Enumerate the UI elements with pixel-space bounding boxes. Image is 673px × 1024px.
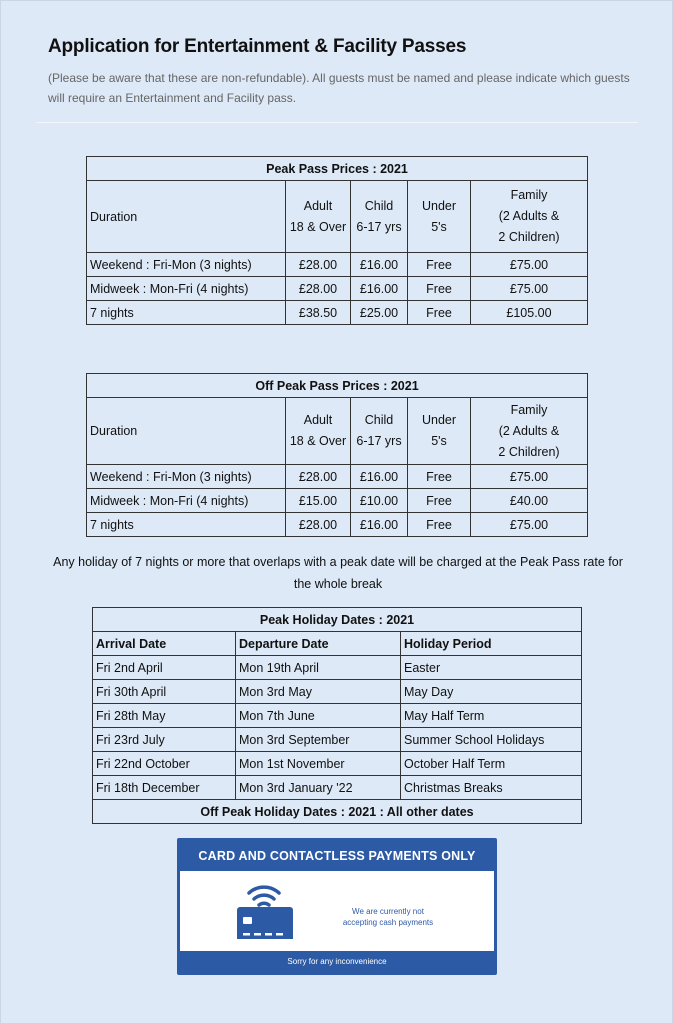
- table-caption: Peak Pass Prices : 2021: [87, 157, 588, 181]
- departure-header: Departure Date: [236, 632, 401, 656]
- payment-notice-heading: CARD AND CONTACTLESS PAYMENTS ONLY: [198, 849, 476, 863]
- offpeak-dates-footer: Off Peak Holiday Dates : 2021 : All other dates: [93, 800, 582, 824]
- period-header: Holiday Period: [401, 632, 582, 656]
- table-row: Weekend : Fri-Mon (3 nights) £28.00 £16.00 Free £75.00: [87, 253, 588, 277]
- table-row: Midweek : Mon-Fri (4 nights) £28.00 £16.00 Free £75.00: [87, 277, 588, 301]
- offpeak-prices-table: [86, 373, 588, 537]
- table-row: Fri 2nd April Mon 19th April Easter: [93, 656, 582, 680]
- family-header: Family (2 Adults & 2 Children): [471, 398, 588, 465]
- table-row: Fri 22nd October Mon 1st November October Half Term: [93, 752, 582, 776]
- child-header: Child 6-17 yrs: [351, 181, 408, 253]
- payment-notice-panel: [180, 871, 494, 951]
- table-row: Midweek : Mon-Fri (4 nights) £15.00 £10.00 Free £40.00: [87, 489, 588, 513]
- divider: [36, 122, 638, 123]
- table-row: 7 nights £28.00 £16.00 Free £75.00: [87, 513, 588, 537]
- duration-header: Duration: [87, 398, 286, 465]
- payment-notice-message: We are currently not accepting cash payments: [342, 907, 434, 927]
- family-header: Family (2 Adults & 2 Children): [471, 181, 588, 253]
- arrival-header: Arrival Date: [93, 632, 236, 656]
- table-row: Fri 30th April Mon 3rd May May Day: [93, 680, 582, 704]
- contactless-card-icon: [235, 879, 293, 939]
- payment-notice-sign: [177, 838, 497, 975]
- child-header: Child 6-17 yrs: [351, 398, 408, 465]
- table-row: Fri 18th December Mon 3rd January '22 Christmas Breaks: [93, 776, 582, 800]
- adult-header: Adult 18 & Over: [286, 181, 351, 253]
- peak-prices-table: [86, 156, 588, 325]
- table-caption: Off Peak Pass Prices : 2021: [87, 374, 588, 398]
- duration-header: Duration: [87, 181, 286, 253]
- under5-header: Under 5's: [408, 398, 471, 465]
- page-subtitle: (Please be aware that these are non-refundable). All guests must be named and please indicate which guests will require an Entertainment and Facility pass.: [48, 71, 630, 105]
- table-caption: Peak Holiday Dates : 2021: [93, 608, 582, 632]
- peak-rate-note: Any holiday of 7 nights or more that overlaps with a peak date will be charged at the Peak Pass rate for the whole break: [53, 555, 623, 591]
- payment-notice-footer: Sorry for any inconvenience: [287, 957, 387, 966]
- under5-header: Under 5's: [408, 181, 471, 253]
- page-title: Application for Entertainment & Facility Passes: [48, 36, 467, 57]
- table-row: Weekend : Fri-Mon (3 nights) £28.00 £16.00 Free £75.00: [87, 465, 588, 489]
- table-row: Fri 28th May Mon 7th June May Half Term: [93, 704, 582, 728]
- adult-header: Adult 18 & Over: [286, 398, 351, 465]
- holiday-dates-table: [92, 607, 582, 824]
- table-row: Fri 23rd July Mon 3rd September Summer School Holidays: [93, 728, 582, 752]
- table-row: 7 nights £38.50 £25.00 Free £105.00: [87, 301, 588, 325]
